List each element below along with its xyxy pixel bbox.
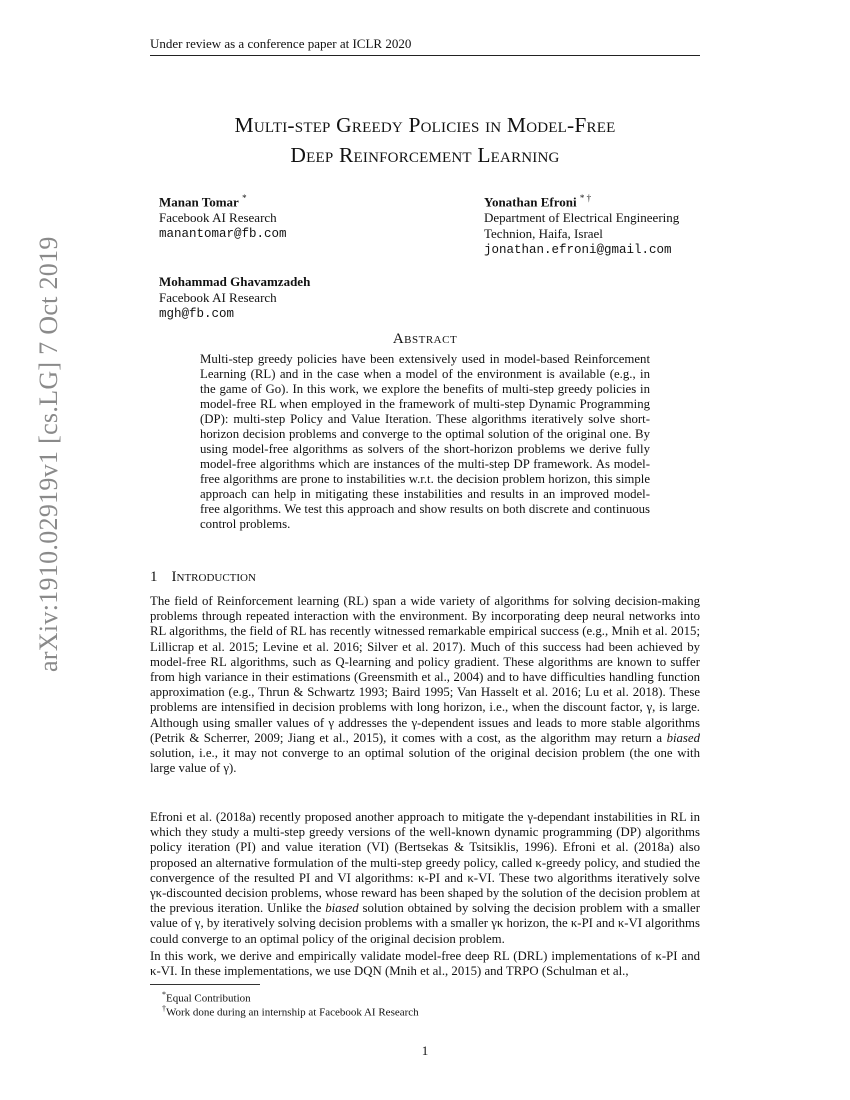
abstract-text: Multi-step greedy policies have been extensively used in model-based Reinforcement Learning (RL) and in the case when a model of the environment is available (e.g., in the game of Go). In this work, we explore the benefits of multi-step greedy policies in model-free RL when employed in the framework of multi-step Dynamic Programming (DP): multi-step Policy and Value Iteration. These algorithms iteratively solve short-horizon decision problems and converge to the optimal solution of the original one. By using model-free algorithms as solvers of the short-horizon problems we derive fully model-free algorithms which are instances of the multi-step DP framework. As model-free algorithms are prone to instabilities w.r.t. the decision problem horizon, this simple approach can help in mitigating these instabilities and results in an improved model-free algorithms. We test this approach and show results on both discrete and continuous control problems. (200, 352, 650, 531)
footnote-mark: † (162, 1004, 166, 1013)
intro-paragraph-3: In this work, we derive and empirically validate model-free deep RL (DRL) implementations of κ-PI and κ-VI. In these implementations, we use DQN (Mnih et al., 2015) and TRPO (Schulman et al., (150, 949, 700, 979)
footnote-2 (162, 1002, 419, 1020)
abstract-heading: Abstract (392, 331, 458, 347)
paragraph-text: The field of Reinforcement learning (RL) span a wide variety of algorithms for solving decision-making problems through repeated interaction with the environment. By incorporating deep neural networks into RL algorithms, the field of RL has recently witnessed remarkable empirical success (e.g., Mnih et al. 2015; Lillicrap et al. 2015; Levine et al. 2016; Silver et al. 2017). Much of this success had been achieved by model-free RL algorithms, such as Q-learning and policy gradient. These algorithms are known to suffer from high variance in their estimations (Greensmith et al., 2004) and to have difficulties handling function approximation (e.g., Thrun & Schwartz 1993; Baird 1995; Van Hasselt et al. 2016; Lu et al. 2018). These problems are intensified in decision problems with long horizon, i.e., when the discount factor, γ, is large. Although using smaller values of γ addresses the γ-dependent issues and leads to more stable algorithms (Petrik & Scherrer, 2009; Jiang et al., 2015), it comes with a cost, as the algorithm may return a (150, 594, 700, 745)
author-name: Mohammad Ghavamzadeh (159, 274, 311, 289)
paper-title (150, 110, 700, 170)
author-email: mgh@fb.com (159, 307, 235, 321)
header-rule (150, 55, 700, 56)
section-title: Introduction (171, 569, 256, 585)
page-number: 1 (421, 1043, 429, 1058)
footnote-rule (150, 984, 260, 985)
author-name: Manan Tomar (159, 194, 239, 210)
author-block-3 (159, 274, 310, 322)
intro-paragraph-1 (150, 594, 700, 776)
author-affiliation: Technion, Haifa, Israel (484, 226, 603, 242)
footnote-text: Equal Contribution (166, 992, 251, 1005)
section-heading (150, 569, 256, 586)
author-email: jonathan.efroni@gmail.com (484, 243, 672, 258)
author-affiliation: Department of Electrical Engineering (484, 210, 680, 226)
author-block-1 (159, 190, 287, 242)
paragraph-text: solution obtained by solving the decision problem with a smaller value of γ, by iteratively solving decision problems with a smaller γκ horizon, the κ-PI and κ-VI algorithms could converge to an optimal policy of the original decision problem. (150, 901, 700, 946)
author-affiliation: Facebook AI Research (159, 210, 277, 226)
intro-paragraph-2 (150, 810, 700, 947)
running-header: Under review as a conference paper at ICLR 2020 (150, 36, 412, 51)
footnote-mark: * (162, 990, 166, 999)
author-name: Yonathan Efroni (484, 194, 577, 210)
paragraph-text: Efroni et al. (2018a) recently proposed another approach to mitigate the γ-dependant instabilities in RL in which they study a multi-step greedy versions of the well-known dynamic programming (DP) algorithms policy iteration (PI) and value iteration (VI) (Bertsekas & Tsitsiklis, 1996). Efroni et al. (2018a) also proposed an alternative formulation of the multi-step greedy policy, called κ-greedy policy, and studied the convergence of the resulted PI and VI algorithms: κ-PI and κ-VI. These two algorithms iteratively solve γκ-discounted decision problems, whose reward has been shaped by the solution of the decision problem at the previous iteration. Unlike the (150, 810, 700, 916)
emphasis-text: biased (666, 730, 700, 745)
author-affiliation: Facebook AI Research (159, 290, 277, 305)
title-line-1: Multi-step Greedy Policies in Model-Free (234, 113, 616, 137)
author-block-2 (484, 190, 679, 258)
author-mark: * † (579, 193, 592, 203)
title-line-2: Deep Reinforcement Learning (290, 143, 560, 167)
arxiv-stamp: arXiv:1910.02919v1 [cs.LG] 7 Oct 2019 (34, 236, 63, 672)
paragraph-text: solution, i.e., it may not converge to an optimal solution of the original decision problem (the one with large value of γ). (150, 746, 700, 776)
author-email: manantomar@fb.com (159, 227, 287, 242)
author-mark: * (242, 193, 247, 203)
section-number: 1 (150, 569, 158, 585)
footnote-text: Work done during an internship at Facebook AI Research (166, 1006, 419, 1019)
emphasis-text: biased (325, 901, 359, 916)
